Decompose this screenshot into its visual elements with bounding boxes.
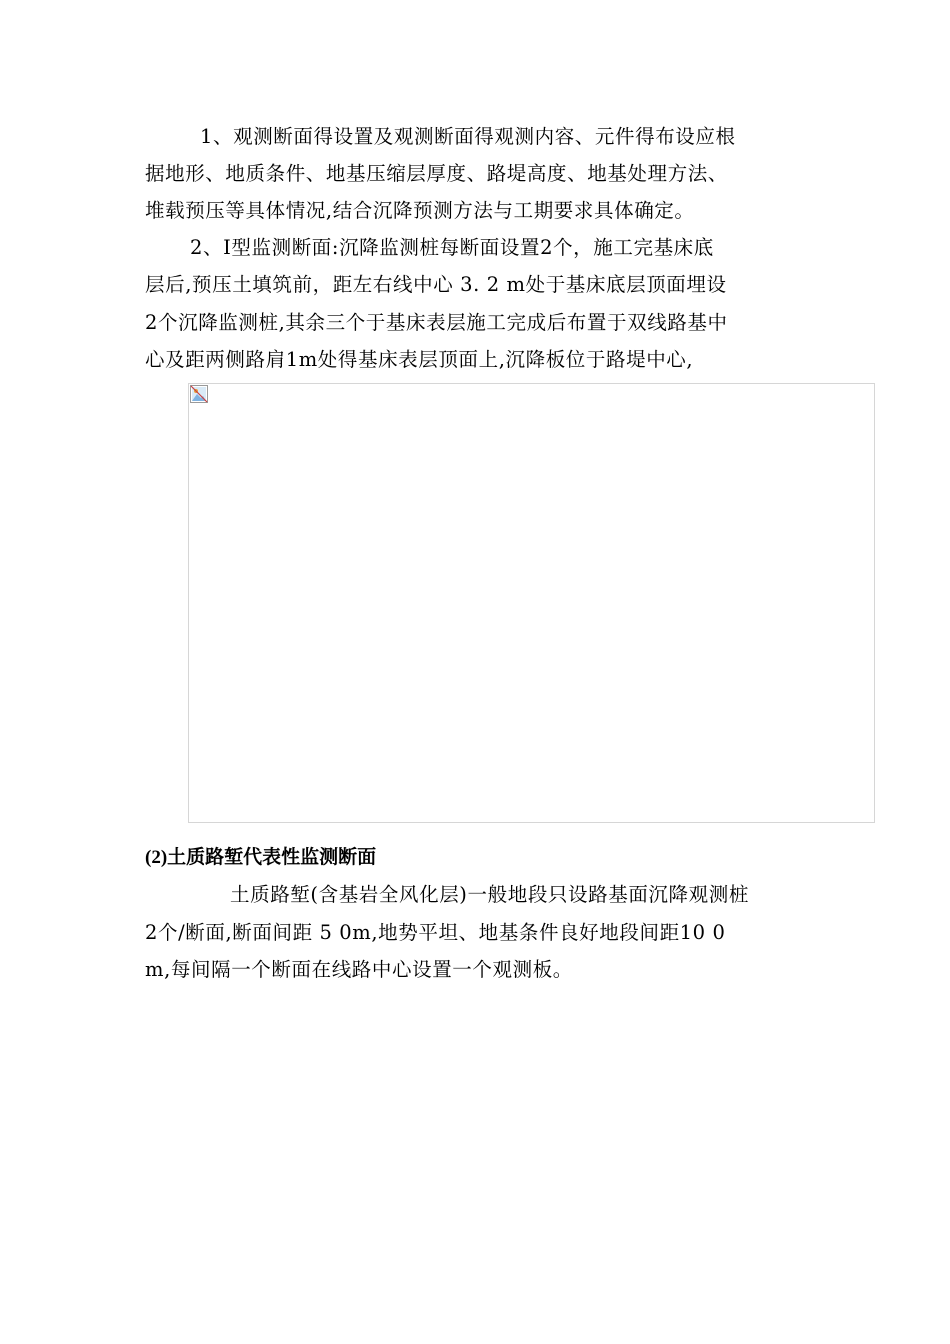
- section-heading: (2)土质路堑代表性监测断面: [145, 847, 377, 868]
- paragraph-1-line-3: 堆载预压等具体情况,结合沉降预测方法与工期要求具体确定。: [145, 199, 695, 222]
- broken-image-icon: [190, 385, 208, 403]
- paragraph-1-line-2: 据地形、地质条件、地基压缩层厚度、路堤高度、地基处理方法、: [145, 162, 728, 185]
- section-2-line-3: m,每间隔一个断面在线路中心设置一个观测板。: [145, 958, 573, 981]
- section-2-line-2: 2个/断面,断面间距 5 0m,地势平坦、地基条件良好地段间距10 0: [145, 921, 726, 944]
- figure-placeholder: [188, 383, 875, 823]
- section-2-line-1: 土质路堑(含基岩全风化层)一般地段只设路基面沉降观测桩: [230, 883, 749, 906]
- paragraph-2-line-1: 2、Ⅰ型监测断面:沉降监测桩每断面设置2个，施工完基床底: [190, 236, 714, 259]
- paragraph-1-line-1: 1、观测断面得设置及观测断面得观测内容、元件得布设应根: [200, 125, 736, 148]
- paragraph-2-line-2: 层后,预压土填筑前，距左右线中心 3. 2 m处于基床底层顶面埋设: [145, 273, 727, 296]
- paragraph-2-line-3: 2个沉降监测桩,其余三个于基床表层施工完成后布置于双线路基中: [145, 311, 728, 334]
- paragraph-2-line-4: 心及距两侧路肩1m处得基床表层顶面上,沉降板位于路堤中心,: [145, 348, 694, 371]
